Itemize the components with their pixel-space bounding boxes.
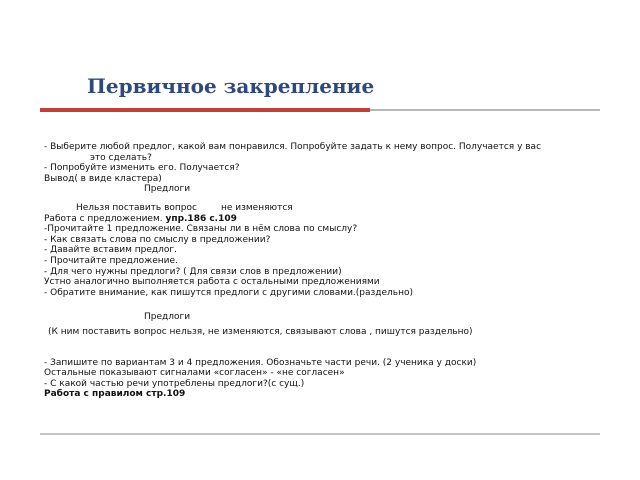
title-underline [40, 108, 600, 112]
body-line: - Для чего нужны предлоги? ( Для связи слов в предложении) [44, 266, 342, 277]
cluster-item: не изменяются [220, 202, 293, 213]
cluster-heading: Предлоги [144, 312, 191, 323]
spacer [44, 298, 600, 312]
body-line [44, 389, 600, 400]
exercise-reference: упр.186 с.109 [165, 213, 237, 224]
spacer [44, 195, 600, 203]
body-line: - Прочитайте предложение. [44, 255, 178, 266]
body-line [44, 214, 600, 225]
body-line: - Попробуйте изменить его. Получается? [44, 163, 240, 174]
title-underline-accent [40, 108, 370, 112]
slide-body [44, 142, 600, 400]
body-line: - Выберите любой предлог, какой вам понравился. Попробуйте задать к нему вопрос. Получается у вас [44, 142, 542, 152]
body-line: - Давайте вставим предлог. [44, 245, 177, 256]
body-line: - С какой частью речи употреблены предлоги?(с сущ.) [44, 378, 305, 389]
cluster-item: Нельзя поставить вопрос [76, 202, 197, 213]
rule-reference: Работа с правилом стр.109 [44, 389, 186, 400]
slide-title: Первичное закрепление [87, 74, 375, 98]
title-underline-grey [370, 109, 600, 111]
cluster-row [44, 203, 600, 214]
cluster-heading: Предлоги [144, 184, 191, 195]
body-line: - Обратите внимание, как пишутся предлоги с другими словами.(раздельно) [44, 287, 414, 298]
body-line: Устно аналогично выполняется работа с остальными предложениями [44, 277, 380, 288]
body-line-part: Работа с предложением. [44, 213, 166, 224]
body-line: Вывод( в виде кластера) [44, 173, 162, 184]
body-line: Остальные показывают сигналами «согласен» - «не согласен» [44, 368, 345, 379]
body-line: - Запишите по вариантам 3 и 4 предложения. Обозначьте части речи. (2 ученика у доски) [44, 357, 477, 368]
body-line: -Прочитайте 1 предложение. Связаны ли в нём слова по смыслу? [44, 224, 358, 235]
spacer [44, 338, 600, 358]
body-line: это сделать? [90, 152, 152, 163]
body-line: (К ним поставить вопрос нельзя, не изменяются, связывают слова , пишутся раздельно) [48, 326, 473, 337]
body-line: - Как связать слова по смыслу в предложении? [44, 234, 271, 245]
footer-rule [40, 433, 600, 435]
